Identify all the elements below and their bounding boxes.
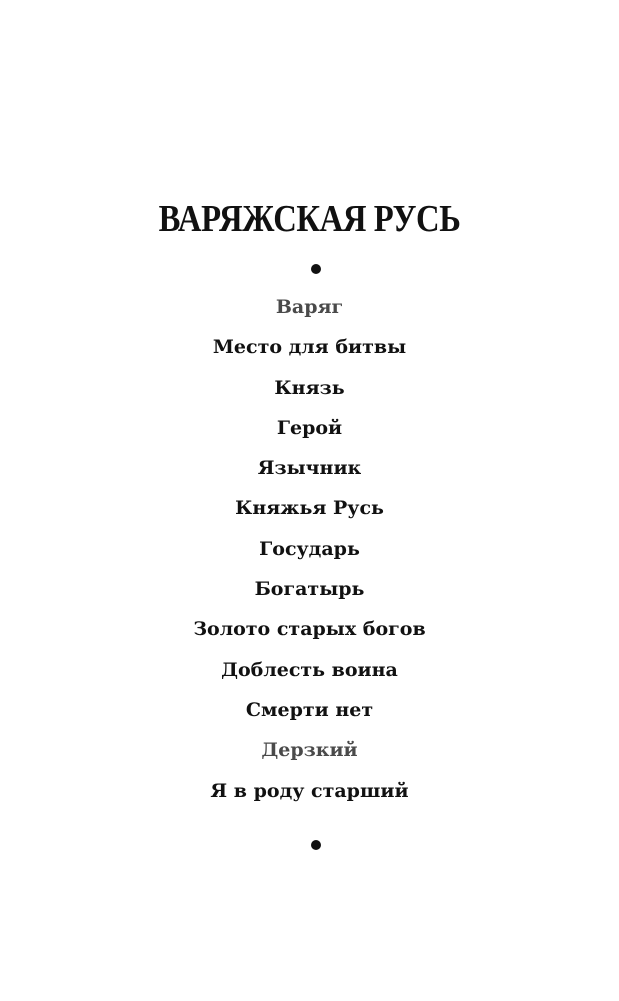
book-list — [0, 292, 619, 816]
list-item: Язычник — [257, 457, 362, 480]
list-item: Место для битвы — [212, 336, 407, 359]
list-item: Государь — [259, 537, 360, 560]
bottom-bullet-ornament — [311, 840, 321, 850]
list-item: Смерти нет — [245, 698, 374, 721]
list-item: Богатырь — [254, 578, 365, 601]
list-item: Варяг — [275, 296, 344, 318]
list-item: Княжья Русь — [235, 497, 384, 520]
list-item: Герой — [276, 416, 343, 439]
list-item: Золото старых богов — [193, 618, 426, 641]
list-item: Я в роду старший — [210, 779, 409, 802]
top-bullet-ornament — [311, 264, 321, 274]
list-item: Князь — [274, 376, 345, 399]
list-item: Доблесть воина — [221, 658, 398, 681]
list-item: Дерзкий — [261, 739, 358, 762]
series-title: ВАРЯЖСКАЯ РУСЬ — [158, 198, 461, 240]
